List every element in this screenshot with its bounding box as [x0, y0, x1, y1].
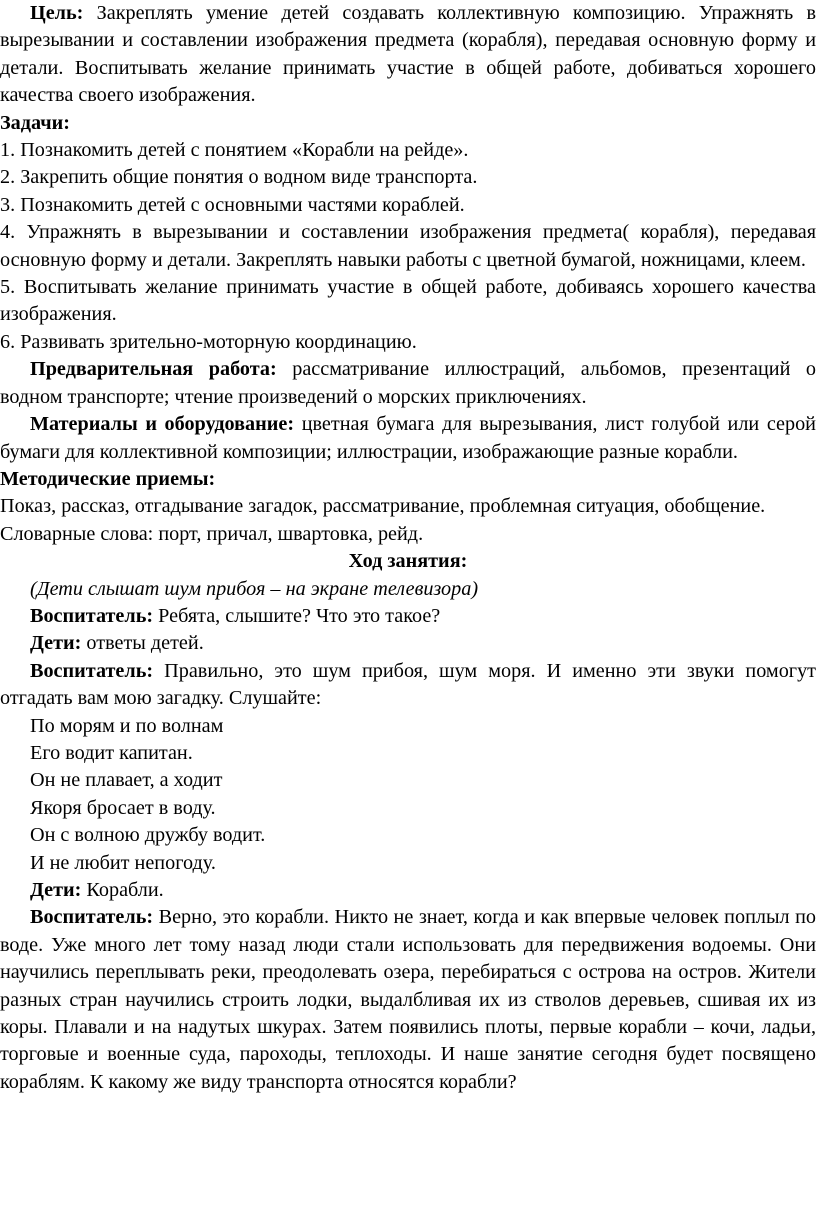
goal-label: Цель:: [30, 2, 84, 24]
prework-text: рассматривание иллюстраций, альбомов, презентаций о водном транспорте; чтение произведений о морских приключениях.: [0, 358, 816, 408]
task-item-2: 2. Закрепить общие понятия о водном виде транспорта.: [0, 166, 478, 189]
lesson-heading: Ход занятия:: [348, 550, 468, 573]
task-item-1: 1. Познакомить детей с понятием «Корабли на рейде».: [0, 139, 469, 162]
stage-direction: (Дети слышат шум прибоя – на экране телевизора): [30, 577, 479, 600]
dialogue-text: Верно, это корабли. Никто не знает, когда и как впервые человек поплыл по воде. Уже много лет тому назад люди стали использовать для передвижения водоемы. Они научились переплывать реки, преодолевать озера, перебираться с острова на остров. Жители разных стран научились строить лодки, выдалбливая их из стволов деревьев, сшивая их из коры. Плавали и на надутых шкурах. Затем появились плоты, первые корабли – кочи, ладьи, торговые и военные суда, пароходы, теплоходы. И наше занятие сегодня будет посвящено кораблям. К какому же виду транспорта относятся корабли?: [0, 906, 816, 1093]
poem-line: И не любит непогоду.: [30, 851, 216, 874]
dialogue-line-1: [0, 603, 816, 630]
methods-text: Показ, рассказ, отгадывание загадок, рассматривание, проблемная ситуация, обобщение.: [0, 495, 766, 518]
goal-paragraph: [0, 0, 816, 110]
vocab-line: Словарные слова: порт, причал, швартовка, рейд.: [0, 522, 424, 545]
dialogue-text: Ребята, слышите? Что это такое?: [153, 604, 441, 627]
task-item-4: 4. Упражнять в вырезывании и составлении изображения предмета( корабля), передавая основную форму и детали. Закреплять навыки работы с цветной бумагой, ножницами, клеем.: [0, 221, 816, 271]
materials-label: Материалы и оборудование:: [30, 413, 295, 436]
dialogue-line-3: [0, 658, 816, 713]
poem-line: По морям и по волнам: [30, 714, 224, 737]
materials-text: цветная бумага для вырезывания, лист голубой или серой бумаги для коллективной композиции; иллюстрации, изображающие разные корабли.: [0, 413, 816, 463]
dialogue-line-2: [0, 630, 816, 657]
speaker-teacher: Воспитатель:: [30, 906, 154, 929]
poem-line: Он с волною дружбу водит.: [30, 824, 266, 847]
speaker-teacher: Воспитатель:: [30, 604, 154, 627]
dialogue-text: Корабли.: [81, 879, 164, 901]
dialogue-text: Правильно, это шум прибоя, шум моря. И именно эти звуки помогут отгадать вам мою загадку. Слушайте:: [0, 659, 816, 710]
speaker-teacher: Воспитатель:: [30, 659, 154, 682]
task-item-5: 5. Воспитывать желание принимать участие в общей работе, добиваясь хорошего качества изображения.: [0, 276, 816, 326]
prework-label: Предварительная работа:: [30, 358, 277, 381]
speaker-children: Дети:: [30, 632, 82, 655]
dialogue-line-4: [0, 877, 816, 904]
goal-text: Закреплять умение детей создавать коллективную композицию. Упражнять в вырезывании и составлении изображения предмета (корабля), передавая основную форму и детали. Воспитывать желание принимать участие в общей работе, добиваться хорошего качества своего изображения.: [0, 2, 816, 107]
tasks-heading: Задачи:: [0, 111, 70, 134]
speaker-children: Дети:: [30, 879, 82, 901]
riddle-poem: [0, 713, 816, 877]
methods-heading: Методические приемы:: [0, 467, 216, 490]
poem-line: Якоря бросает в воду.: [30, 796, 216, 819]
task-item-3: 3. Познакомить детей с основными частями кораблей.: [0, 193, 465, 216]
dialogue-line-5: [0, 904, 816, 1096]
poem-line: Он не плавает, а ходит: [30, 769, 223, 792]
task-item-6: 6. Развивать зрительно-моторную координацию.: [0, 330, 417, 353]
prework-paragraph: [0, 356, 816, 411]
poem-line: Его водит капитан.: [30, 741, 193, 764]
materials-paragraph: [0, 411, 816, 466]
dialogue-text: ответы детей.: [81, 632, 204, 655]
